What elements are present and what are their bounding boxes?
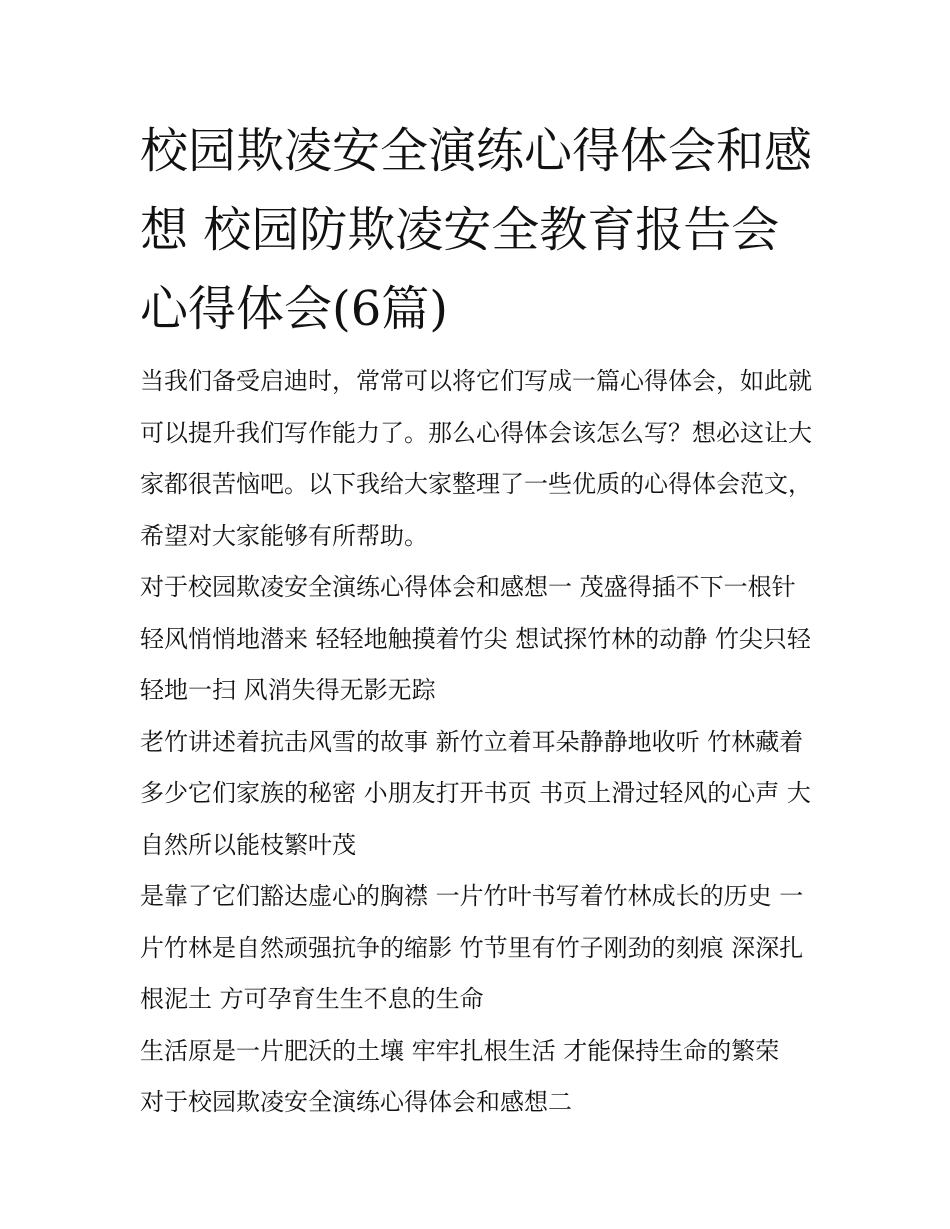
paragraph-old-bamboo: 老竹讲述着抗击风雪的故事 新竹立着耳朵静静地收听 竹林藏着多少它们家族的秘密 小朋友打开书页 书页上滑过轻风的心声 大自然所以能枝繁叶茂 <box>140 727 811 859</box>
paragraph-section-one: 对于校园欺凌安全演练心得体会和感想一 茂盛得插不下一根针 轻风悄悄地潜来 轻轻地触摸着竹尖 想试探竹林的动静 竹尖只轻轻地一扫 风消失得无影无踪 <box>140 573 811 704</box>
paragraph-section-two-heading: 对于校园欺凌安全演练心得体会和感想二 <box>140 1088 572 1116</box>
paragraph-humble-mind: 是靠了它们豁达虚心的胸襟 一片竹叶书写着竹林成长的历史 一片竹林是自然顽强抗争的缩影 竹节里有竹子刚劲的刻痕 深深扎根泥土 方可孕育生生不息的生命 <box>140 882 804 1013</box>
paragraph-life-soil: 生活原是一片肥沃的土壤 牢牢扎根生活 才能保持生命的繁荣 <box>140 1036 780 1065</box>
document-title: 校园欺凌安全演练心得体会和感想 校园防欺凌安全教育报告会心得体会(6篇) <box>140 123 813 337</box>
paragraph-intro: 当我们备受启迪时，常常可以将它们写成一篇心得体会，如此就可以提升我们写作能力了。那么心得体会该怎么写？想必这让大家都很苦恼吧。以下我给大家整理了一些优质的心得体会范文，希望对大家能够有所帮助。 <box>140 367 812 550</box>
document-content <box>140 112 820 1129</box>
